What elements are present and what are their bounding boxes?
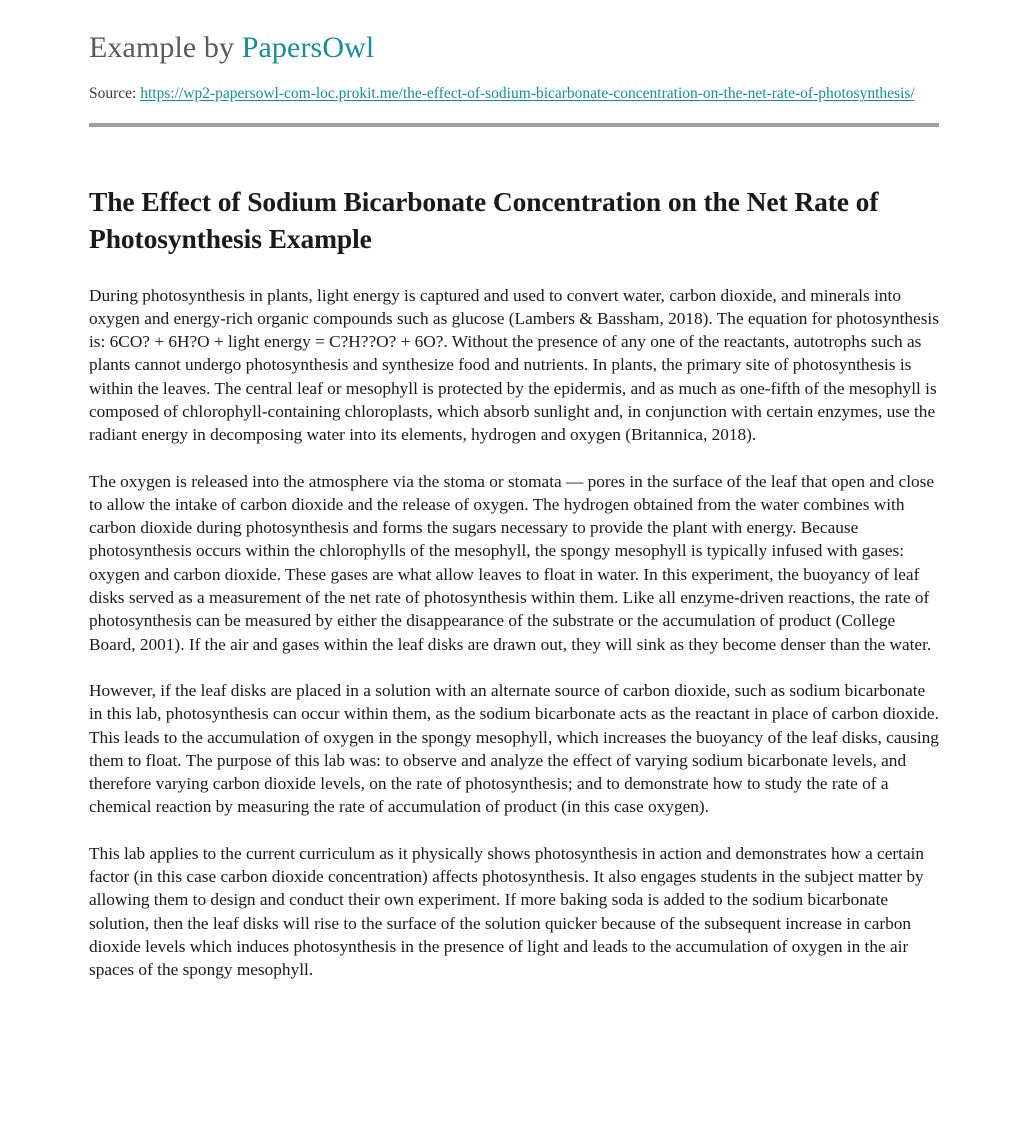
article-paragraph: However, if the leaf disks are placed in a solution with an alternate source of carbon dioxide, such as sodium bicarbonate in this lab, photosynthesis can occur within them, as the sodium bicarbonate acts as the reactant in place of carbon dioxide. This leads to the accumulation of oxygen in the spongy mesophyll, which increases the buoyancy of the leaf disks, causing them to float. The purpose of this lab was: to observe and analyze the effect of varying sodium bicarbonate levels, and therefore varying carbon dioxide levels, on the rate of photosynthesis; and to demonstrate how to study the rate of a chemical reaction by measuring the rate of accumulation of product (in this case oxygen).	[89, 680, 939, 817]
document-header	[0, 0, 1024, 127]
article	[0, 183, 1024, 1021]
article-body	[89, 284, 939, 982]
article-paragraph: The oxygen is released into the atmosphere via the stoma or stomata — pores in the surface of the leaf that open and close to allow the intake of carbon dioxide and the release of oxygen. The hydrogen obtained from the water combines with carbon dioxide during photosynthesis and forms the sugars necessary to provide the plant with energy. Because photosynthesis occurs within the chlorophylls of the mesophyll, the spongy mesophyll is typically infused with gases: oxygen and carbon dioxide. These gases are what allow leaves to float in water. In this experiment, the buoyancy of leaf disks served as a measurement of the net rate of photosynthesis within them. Like all enzyme-driven reactions, the rate of photosynthesis can be measured by either the disappearance of the substrate or the accumulation of product (College Board, 2001). If the air and gases within the leaf disks are drawn out, they will sink as they become denser than the water.	[89, 471, 935, 654]
header-divider	[89, 123, 939, 127]
source-line	[89, 82, 938, 105]
brand-prefix-text: Example by	[89, 31, 242, 64]
article-paragraph: This lab applies to the current curriculum as it physically shows photosynthesis in action and demonstrates how a certain factor (in this case carbon dioxide concentration) affects photosynthesis. It also engages students in the subject matter by allowing them to design and conduct their own experiment. If more baking soda is added to the sodium bicarbonate solution, then the leaf disks will rise to the surface of the solution quicker because of the subsequent increase in carbon dioxide levels which induces photosynthesis in the presence of light and leads to the accumulation of oxygen in the air spaces of the spongy mesophyll.	[89, 843, 925, 980]
source-url-link[interactable]: https://wp2-papersowl-com-loc.prokit.me/the-effect-of-sodium-bicarbonate-concentration-on-the-net-rate-of-photosynthesis/	[140, 85, 915, 102]
article-paragraph: During photosynthesis in plants, light energy is captured and used to convert water, carbon dioxide, and minerals into oxygen and energy-rich organic compounds such as glucose (Lambers & Bassham, 2018). The equation for photosynthesis is: 6CO? + 6H?O + light energy = C?H??O? + 6O?. Without the presence of any one of the reactants, autotrophs such as plants cannot undergo photosynthesis and synthesize food and nutrients. In plants, the primary site of photosynthesis is within the leaves. The central leaf or mesophyll is protected by the epidermis, and as much as one-fifth of the mesophyll is composed of chlorophyll-containing chloroplasts, which absorb sunlight and, in conjunction with certain enzymes, use the radiant energy in decomposing water into its elements, hydrogen and oxygen (Britannica, 2018).	[89, 285, 939, 445]
brand-name-text: PapersOwl	[241, 31, 375, 64]
source-label: Source:	[89, 85, 137, 102]
page-title: The Effect of Sodium Bicarbonate Concentration on the Net Rate of Photosynthesis Example	[89, 186, 879, 255]
brand-heading	[89, 30, 938, 66]
